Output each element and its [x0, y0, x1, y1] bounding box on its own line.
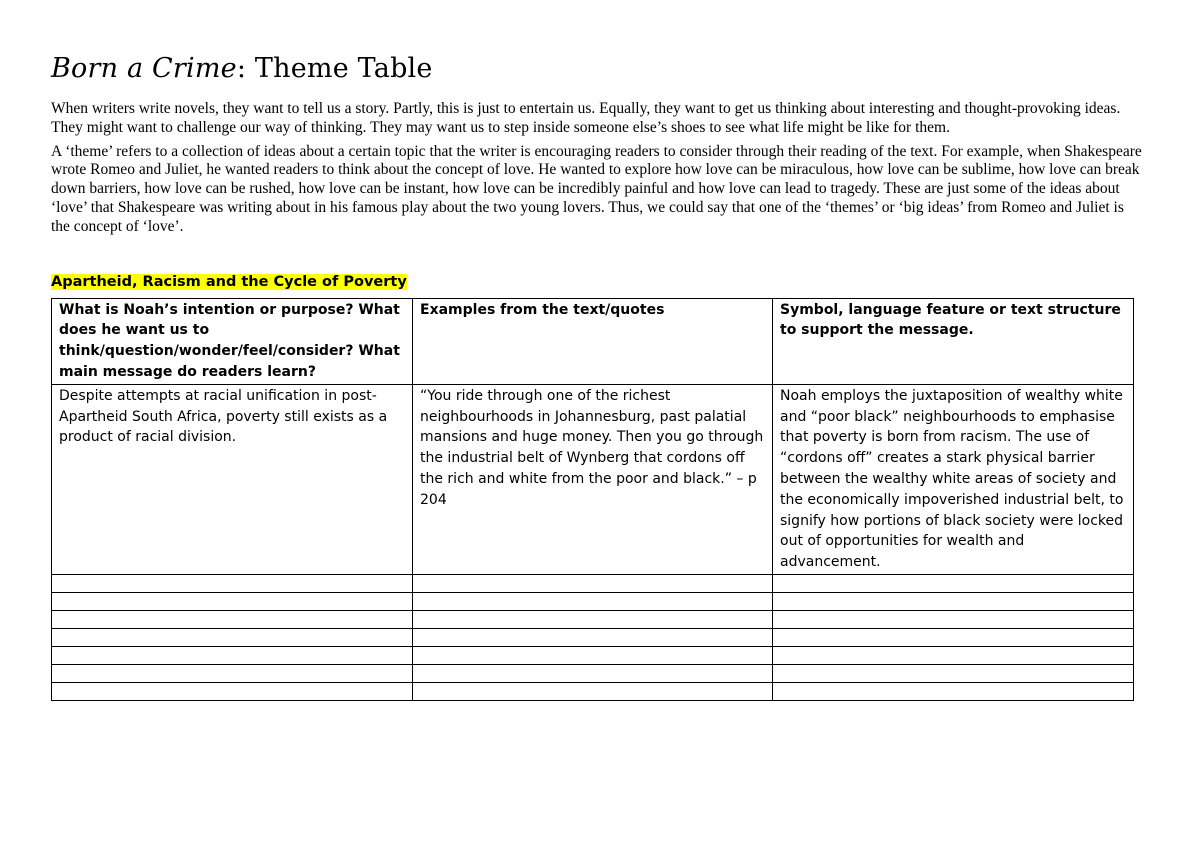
header-examples: Examples from the text/quotes — [413, 298, 773, 384]
header-purpose: What is Noah’s intention or purpose? What does he want us to think/question/wonder/feel/consider? What main message do readers learn? — [52, 298, 413, 384]
empty-cell[interactable] — [773, 592, 1134, 610]
cell-examples[interactable]: “You ride through one of the richest neighbourhoods in Johannesburg, past palatial mansions and huge money. Then you go through the industrial belt of Wynberg that cordons off the rich and white from the poor and black.” – p 204 — [413, 384, 773, 574]
empty-cell[interactable] — [52, 646, 413, 664]
empty-cell[interactable] — [413, 592, 773, 610]
empty-cell[interactable] — [413, 682, 773, 700]
empty-cell[interactable] — [52, 592, 413, 610]
empty-cell[interactable] — [773, 628, 1134, 646]
table-row — [52, 384, 1134, 574]
empty-table-row — [52, 646, 1134, 664]
intro-paragraph-2: A ‘theme’ refers to a collection of ideas about a certain topic that the writer is encouraging readers to consider through their reading of the text. For example, when Shakespeare wrote Romeo and Juliet, he wanted readers to think about the concept of love. He wanted to explore how love can be miraculous, how love can be sublime, how love can break down barriers, how love can be rushed, how love can be instant, how love can be incredibly painful and how love can lead to tragedy. These are just some of the ideas about ‘love’ that Shakespeare was writing about in his famous play about the two young lovers. Thus, we could say that one of the ‘themes’ or ‘big ideas’ from Romeo and Juliet is the concept of ‘love’. — [51, 142, 1142, 235]
section-heading — [51, 272, 1143, 292]
table-header-row — [52, 298, 1134, 384]
empty-cell[interactable] — [52, 682, 413, 700]
empty-table-row — [52, 592, 1134, 610]
empty-cell[interactable] — [773, 610, 1134, 628]
empty-table-row — [52, 628, 1134, 646]
empty-cell[interactable] — [413, 664, 773, 682]
empty-cell[interactable] — [52, 610, 413, 628]
cell-purpose[interactable]: Despite attempts at racial unification in post-Apartheid South Africa, poverty still exists as a product of racial division. — [52, 384, 413, 574]
title-book-name: Born a Crime — [51, 53, 237, 84]
intro-paragraph-1: When writers write novels, they want to tell us a story. Partly, this is just to entertain us. Equally, they want to get us thinking about interesting and thought-provoking ideas. They might want to challenge our way of thinking. They may want us to step inside someone else’s shoes to see what life might be like for them. — [51, 100, 1121, 136]
title-suffix: : Theme Table — [236, 53, 433, 84]
empty-table-row — [52, 682, 1134, 700]
document-page — [51, 52, 1143, 701]
header-symbol: Symbol, language feature or text structure to support the message. — [773, 298, 1134, 384]
empty-table-row — [52, 664, 1134, 682]
empty-cell[interactable] — [773, 682, 1134, 700]
empty-cell[interactable] — [52, 574, 413, 592]
empty-cell[interactable] — [413, 610, 773, 628]
empty-table-row — [52, 574, 1134, 592]
empty-table-row — [52, 610, 1134, 628]
theme-table — [51, 298, 1134, 701]
empty-cell[interactable] — [773, 574, 1134, 592]
empty-cell[interactable] — [413, 574, 773, 592]
empty-cell[interactable] — [52, 628, 413, 646]
empty-cell[interactable] — [413, 628, 773, 646]
empty-cell[interactable] — [413, 646, 773, 664]
page-title — [51, 52, 1143, 86]
cell-symbol[interactable]: Noah employs the juxtaposition of wealthy white and “poor black” neighbourhoods to emphasise that poverty is born from racism. The use of “cordons off” creates a stark physical barrier between the wealthy white areas of society and the economically impoverished industrial belt, to signify how portions of black society were locked out of opportunities for wealth and advancement. — [773, 384, 1134, 574]
section-heading-text: Apartheid, Racism and the Cycle of Poverty — [51, 273, 407, 290]
empty-cell[interactable] — [52, 664, 413, 682]
empty-cell[interactable] — [773, 646, 1134, 664]
empty-cell[interactable] — [773, 664, 1134, 682]
